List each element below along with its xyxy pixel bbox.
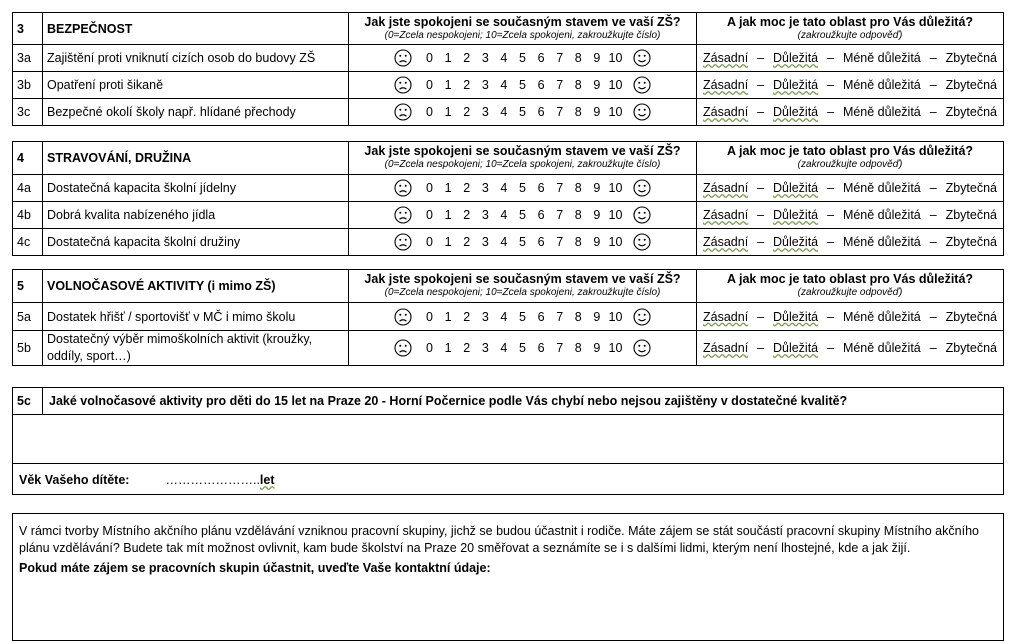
importance-option[interactable]: Méně důležitá: [842, 181, 921, 195]
scale-value-4[interactable]: 4: [500, 105, 508, 119]
scale-value-0[interactable]: 0: [426, 235, 433, 249]
importance-option[interactable]: Zbytečná: [945, 181, 997, 195]
question-row: [13, 202, 1004, 229]
scale-value-6[interactable]: 6: [537, 78, 545, 92]
importance-header: [697, 13, 1004, 45]
item-label: Opatření proti šikaně: [47, 78, 164, 92]
importance-separator: –: [929, 208, 937, 222]
scale-value-10[interactable]: 10: [608, 105, 623, 119]
scale-value-7[interactable]: 7: [556, 105, 564, 119]
scale-value-5[interactable]: 5: [519, 51, 526, 65]
happy-face-icon: [633, 206, 651, 224]
section-3-table: [12, 12, 1004, 126]
section-title: BEZPEČNOST: [43, 13, 349, 45]
question-row: [13, 45, 1004, 72]
sad-face-icon: [394, 49, 412, 67]
importance-separator: –: [757, 208, 765, 222]
importance-option[interactable]: Důležitá: [772, 51, 819, 65]
scale-value-8[interactable]: 8: [574, 235, 582, 249]
importance-header: [697, 270, 1004, 303]
scale-value-7[interactable]: 7: [556, 78, 564, 92]
importance-option[interactable]: Méně důležitá: [842, 208, 921, 222]
happy-face-icon: [633, 76, 651, 94]
item-number: 5c: [13, 388, 43, 414]
sad-face-icon: [394, 339, 412, 357]
scale-numbers: [420, 105, 625, 119]
importance-header: [697, 142, 1004, 175]
importance-separator: –: [827, 105, 835, 119]
scale-value-8[interactable]: 8: [574, 78, 582, 92]
item-number: 3a: [13, 45, 43, 72]
sad-face-icon: [394, 103, 412, 121]
scale-value-6[interactable]: 6: [537, 235, 545, 249]
section-title: STRAVOVÁNÍ, DRUŽINA: [43, 142, 349, 175]
child-age-label: Věk Vašeho dítěte:: [19, 473, 130, 487]
item-label-cell: [43, 303, 349, 331]
scale-value-2[interactable]: 2: [463, 181, 471, 195]
section-4-table: [12, 141, 1004, 256]
importance-scale: [697, 72, 1004, 99]
scale-value-9[interactable]: 9: [593, 208, 601, 222]
satisfaction-scale: [349, 99, 697, 126]
section-number: 5: [13, 270, 43, 303]
scale-value-8[interactable]: 8: [574, 51, 582, 65]
scale-value-7[interactable]: 7: [556, 181, 564, 195]
scale-value-2[interactable]: 2: [463, 235, 471, 249]
scale-numbers: [420, 78, 625, 92]
scale-value-3[interactable]: 3: [481, 208, 489, 222]
satisfaction-header: [349, 270, 697, 303]
scale-value-7[interactable]: 7: [556, 51, 564, 65]
importance-scale: [697, 175, 1004, 202]
scale-value-10[interactable]: 10: [608, 208, 623, 222]
importance-question: A jak moc je tato oblast pro Vás důležitá?: [726, 144, 974, 158]
importance-scale: [697, 45, 1004, 72]
scale-value-1[interactable]: 1: [444, 78, 452, 92]
satisfaction-hint: (0=Zcela nespokojeni; 10=Zcela spokojeni, zakroužkujte číslo): [384, 29, 661, 41]
contact-details-field[interactable]: [19, 577, 997, 637]
item-label: Zajištění proti vniknutí cizích osob do budovy ZŠ: [47, 51, 316, 65]
item-label-cell: [43, 99, 349, 126]
question-row: [13, 229, 1004, 256]
happy-face-icon: [633, 308, 651, 326]
child-age-unit: let: [259, 473, 275, 487]
scale-value-5[interactable]: 5: [519, 208, 526, 222]
happy-face-icon: [633, 179, 651, 197]
satisfaction-hint: (0=Zcela nespokojeni; 10=Zcela spokojeni, zakroužkujte číslo): [384, 159, 661, 170]
importance-question: A jak moc je tato oblast pro Vás důležitá?: [726, 272, 974, 286]
importance-hint: (zakroužkujte odpověď): [797, 159, 903, 170]
scale-value-5[interactable]: 5: [519, 235, 526, 249]
importance-option[interactable]: Zbytečná: [945, 105, 997, 119]
question-row: [13, 175, 1004, 202]
scale-value-5[interactable]: 5: [519, 181, 526, 195]
scale-value-9[interactable]: 9: [593, 235, 601, 249]
importance-separator: –: [929, 309, 937, 324]
scale-numbers: [420, 51, 625, 65]
importance-separator: –: [929, 181, 937, 195]
importance-option[interactable]: Zbytečná: [945, 208, 997, 222]
item-label-cell: [43, 72, 349, 99]
importance-separator: –: [827, 208, 835, 222]
item-label-cell: [43, 202, 349, 229]
scale-value-3[interactable]: 3: [481, 235, 489, 249]
scale-value-4[interactable]: 4: [500, 51, 508, 65]
importance-option[interactable]: Důležitá: [772, 78, 819, 92]
importance-separator: –: [757, 235, 765, 249]
scale-value-10[interactable]: 10: [608, 341, 623, 355]
scale-value-3[interactable]: 3: [481, 78, 489, 92]
item-label: Dobrá kvalita nabízeného jídla: [47, 208, 216, 222]
importance-option[interactable]: Zbytečná: [945, 51, 997, 65]
importance-separator: –: [827, 78, 835, 92]
happy-face-icon: [633, 49, 651, 67]
scale-value-8[interactable]: 8: [574, 208, 582, 222]
scale-numbers: [420, 181, 625, 195]
scale-value-1[interactable]: 1: [444, 181, 452, 195]
question-5c-text: Jaké volnočasové aktivity pro děti do 15 let na Praze 20 - Horní Počernice podle Vás chybí nebo nejsou zajištěny v dostatečné kvalitě?: [49, 394, 848, 408]
importance-option[interactable]: Důležitá: [772, 181, 819, 195]
importance-option[interactable]: Zbytečná: [945, 341, 997, 355]
happy-face-icon: [633, 103, 651, 121]
satisfaction-question: Jak jste spokojeni se současným stavem ve vaší ZŠ?: [364, 272, 681, 286]
item-label-cell: [43, 45, 349, 72]
item-number: 4a: [13, 175, 43, 202]
importance-scale: [697, 331, 1004, 366]
section-5-table: [12, 269, 1004, 366]
importance-option[interactable]: Zásadní: [703, 105, 749, 119]
scale-value-8[interactable]: 8: [574, 309, 582, 324]
scale-value-1[interactable]: 1: [444, 341, 452, 355]
scale-value-4[interactable]: 4: [500, 78, 508, 92]
satisfaction-scale: [349, 202, 697, 229]
importance-option[interactable]: Zásadní: [703, 309, 749, 324]
importance-separator: –: [929, 235, 937, 249]
scale-value-9[interactable]: 9: [593, 78, 601, 92]
item-number: 5b: [13, 331, 43, 366]
scale-value-2[interactable]: 2: [463, 78, 471, 92]
satisfaction-scale: [349, 72, 697, 99]
importance-scale: [697, 202, 1004, 229]
scale-value-5[interactable]: 5: [519, 341, 526, 355]
importance-separator: –: [827, 51, 835, 65]
happy-face-icon: [633, 339, 651, 357]
item-number: 4c: [13, 229, 43, 256]
question-5c-box: [12, 387, 1004, 495]
scale-value-0[interactable]: 0: [426, 309, 433, 324]
satisfaction-scale: [349, 45, 697, 72]
scale-value-9[interactable]: 9: [593, 105, 601, 119]
importance-separator: –: [929, 105, 937, 119]
scale-value-9[interactable]: 9: [593, 51, 601, 65]
section-title: VOLNOČASOVÉ AKTIVITY (i mimo ZŠ): [43, 270, 349, 303]
child-age-field[interactable]: …………………..: [165, 473, 260, 487]
scale-value-8[interactable]: 8: [574, 181, 582, 195]
item-number: 3b: [13, 72, 43, 99]
scale-value-9[interactable]: 9: [593, 181, 601, 195]
item-label: Bezpečné okolí školy např. hlídané přechody: [47, 105, 296, 119]
importance-option[interactable]: Zásadní: [703, 78, 749, 92]
scale-value-10[interactable]: 10: [608, 181, 623, 195]
satisfaction-scale: [349, 175, 697, 202]
scale-numbers: [420, 310, 625, 324]
importance-scale: [697, 303, 1004, 331]
importance-separator: –: [757, 78, 765, 92]
item-label: Dostatek hřišť / sportovišť v MČ i mimo školu: [47, 309, 296, 324]
scale-value-2[interactable]: 2: [463, 309, 471, 324]
importance-separator: –: [757, 51, 765, 65]
satisfaction-scale: [349, 229, 697, 256]
scale-numbers: [420, 208, 625, 222]
question-row: [13, 303, 1004, 331]
item-label-cell: [43, 331, 349, 366]
importance-option[interactable]: Zásadní: [703, 235, 749, 249]
scale-value-6[interactable]: 6: [537, 51, 545, 65]
section-number: 4: [13, 142, 43, 175]
scale-value-7[interactable]: 7: [556, 309, 564, 324]
scale-value-6[interactable]: 6: [537, 208, 545, 222]
item-label: Dostatečná kapacita školní jídelny: [47, 181, 236, 195]
scale-value-6[interactable]: 6: [537, 341, 545, 355]
scale-value-2[interactable]: 2: [463, 208, 471, 222]
scale-value-8[interactable]: 8: [574, 341, 582, 355]
importance-separator: –: [827, 309, 835, 324]
satisfaction-hint: (0=Zcela nespokojeni; 10=Zcela spokojeni, zakroužkujte číslo): [384, 287, 661, 298]
scale-value-10[interactable]: 10: [608, 51, 623, 65]
importance-option[interactable]: Důležitá: [772, 235, 819, 249]
item-label-cell: [43, 175, 349, 202]
scale-value-5[interactable]: 5: [519, 78, 526, 92]
importance-scale: [697, 99, 1004, 126]
sad-face-icon: [394, 233, 412, 251]
scale-value-5[interactable]: 5: [519, 105, 526, 119]
scale-value-8[interactable]: 8: [574, 105, 582, 119]
section-header-row: [13, 13, 1004, 45]
importance-option[interactable]: Zásadní: [703, 341, 749, 355]
item-label-cell: [43, 229, 349, 256]
scale-value-0[interactable]: 0: [426, 51, 433, 65]
importance-option[interactable]: Zásadní: [703, 51, 749, 65]
satisfaction-question: Jak jste spokojeni se současným stavem ve vaší ZŠ?: [364, 14, 681, 29]
item-number: 4b: [13, 202, 43, 229]
scale-value-2[interactable]: 2: [463, 51, 471, 65]
scale-value-3[interactable]: 3: [481, 341, 489, 355]
child-age-row: [13, 464, 1003, 496]
scale-value-6[interactable]: 6: [537, 309, 545, 324]
importance-separator: –: [827, 235, 835, 249]
question-5c-row: [13, 388, 1003, 415]
item-number: 5a: [13, 303, 43, 331]
importance-option[interactable]: Méně důležitá: [842, 309, 921, 324]
satisfaction-header: [349, 13, 697, 45]
item-label-cont: oddíly, sport…): [47, 349, 131, 363]
importance-option[interactable]: Důležitá: [772, 208, 819, 222]
importance-hint: (zakroužkujte odpověď): [797, 29, 903, 41]
importance-option[interactable]: Méně důležitá: [842, 341, 921, 355]
contact-prompt: Pokud máte zájem se pracovních skupin účastnit, uveďte Vaše kontaktní údaje:: [19, 561, 491, 575]
scale-value-1[interactable]: 1: [444, 235, 452, 249]
scale-value-6[interactable]: 6: [537, 181, 545, 195]
section-header-row: [13, 142, 1004, 175]
satisfaction-header: [349, 142, 697, 175]
scale-value-4[interactable]: 4: [500, 181, 508, 195]
question-row: [13, 331, 1004, 366]
satisfaction-question: Jak jste spokojeni se současným stavem ve vaší ZŠ?: [364, 144, 681, 158]
scale-numbers: [420, 341, 625, 355]
importance-question: A jak moc je tato oblast pro Vás důležitá?: [726, 14, 974, 29]
importance-separator: –: [929, 78, 937, 92]
importance-option[interactable]: Zásadní: [703, 181, 749, 195]
importance-separator: –: [757, 105, 765, 119]
scale-value-3[interactable]: 3: [481, 105, 489, 119]
scale-value-0[interactable]: 0: [426, 341, 433, 355]
importance-option[interactable]: Důležitá: [772, 309, 819, 324]
scale-value-5[interactable]: 5: [519, 309, 526, 324]
importance-option[interactable]: Zbytečná: [945, 309, 997, 324]
sad-face-icon: [394, 206, 412, 224]
scale-numbers: [420, 235, 625, 249]
item-number: 3c: [13, 99, 43, 126]
working-group-text: V rámci tvorby Místního akčního plánu vzdělávání vzniknou pracovní skupiny, jichž se budou účastnit i rodiče. Máte zájem se stát součástí pracovní skupiny Místního akčního plánu vzdělávání? Budete tak mít možnost ovlivnit, kam bude školství na Praze 20 směřovat a seznámíte se i s dalšími lidmi, kterým není lhostejné, kde a jak žijí.: [19, 524, 979, 555]
happy-face-icon: [633, 233, 651, 251]
scale-value-9[interactable]: 9: [593, 309, 601, 324]
importance-option[interactable]: Zbytečná: [945, 78, 997, 92]
section-number: 3: [13, 13, 43, 45]
satisfaction-scale: [349, 331, 697, 366]
scale-value-10[interactable]: 10: [608, 78, 623, 92]
scale-value-6[interactable]: 6: [537, 105, 545, 119]
scale-value-2[interactable]: 2: [463, 341, 471, 355]
importance-option[interactable]: Méně důležitá: [842, 51, 921, 65]
importance-option[interactable]: Důležitá: [772, 341, 819, 355]
scale-value-0[interactable]: 0: [426, 208, 433, 222]
sad-face-icon: [394, 179, 412, 197]
scale-value-3[interactable]: 3: [481, 51, 489, 65]
satisfaction-scale: [349, 303, 697, 331]
item-label: Dostatečná kapacita školní družiny: [47, 235, 241, 249]
answer-5c-field[interactable]: [13, 415, 1003, 464]
sad-face-icon: [394, 308, 412, 326]
scale-value-0[interactable]: 0: [426, 78, 433, 92]
question-row: [13, 99, 1004, 126]
scale-value-4[interactable]: 4: [500, 309, 508, 324]
importance-separator: –: [827, 341, 835, 355]
scale-value-4[interactable]: 4: [500, 341, 508, 355]
sad-face-icon: [394, 76, 412, 94]
scale-value-1[interactable]: 1: [444, 208, 452, 222]
importance-separator: –: [929, 51, 937, 65]
importance-option[interactable]: Důležitá: [772, 105, 819, 119]
scale-value-7[interactable]: 7: [556, 341, 564, 355]
importance-option[interactable]: Méně důležitá: [842, 78, 921, 92]
importance-separator: –: [757, 181, 765, 195]
section-header-row: [13, 270, 1004, 303]
scale-value-10[interactable]: 10: [608, 309, 623, 324]
scale-value-3[interactable]: 3: [481, 309, 489, 324]
scale-value-2[interactable]: 2: [463, 105, 471, 119]
importance-separator: –: [757, 309, 765, 324]
scale-value-0[interactable]: 0: [426, 181, 433, 195]
question-row: [13, 72, 1004, 99]
scale-value-1[interactable]: 1: [444, 51, 452, 65]
importance-scale: [697, 229, 1004, 256]
importance-option[interactable]: Méně důležitá: [842, 105, 921, 119]
importance-hint: (zakroužkujte odpověď): [797, 287, 903, 298]
scale-value-3[interactable]: 3: [481, 181, 489, 195]
importance-separator: –: [827, 181, 835, 195]
item-label: Dostatečný výběr mimoškolních aktivit (kroužky,: [47, 332, 313, 346]
scale-value-7[interactable]: 7: [556, 208, 564, 222]
scale-value-0[interactable]: 0: [426, 105, 433, 119]
scale-value-7[interactable]: 7: [556, 235, 564, 249]
scale-value-1[interactable]: 1: [444, 105, 452, 119]
importance-separator: –: [929, 341, 937, 355]
scale-value-9[interactable]: 9: [593, 341, 601, 355]
scale-value-4[interactable]: 4: [500, 235, 508, 249]
working-group-box: [12, 513, 1004, 641]
importance-option[interactable]: Zbytečná: [945, 235, 997, 249]
scale-value-4[interactable]: 4: [500, 208, 508, 222]
importance-separator: –: [757, 341, 765, 355]
scale-value-10[interactable]: 10: [608, 235, 623, 249]
importance-option[interactable]: Méně důležitá: [842, 235, 921, 249]
importance-option[interactable]: Zásadní: [703, 208, 749, 222]
scale-value-1[interactable]: 1: [444, 309, 452, 324]
